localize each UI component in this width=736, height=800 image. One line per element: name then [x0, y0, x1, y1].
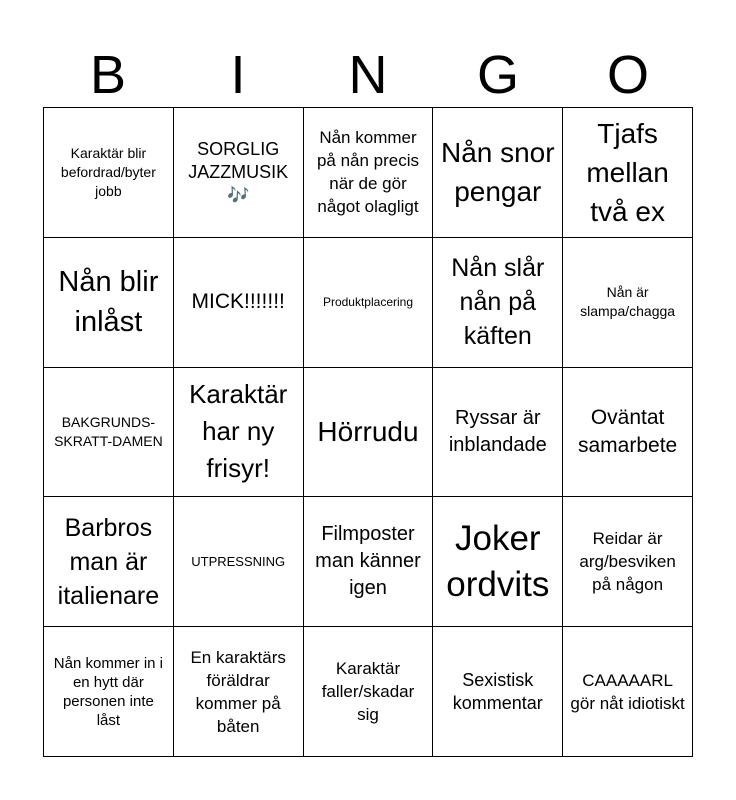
bingo-grid [43, 107, 693, 757]
bingo-cell[interactable] [44, 108, 174, 238]
cell-text: Nån snor pengar [440, 137, 555, 208]
bingo-cell[interactable] [44, 238, 174, 368]
bingo-cell[interactable] [563, 497, 693, 627]
bingo-cell[interactable] [304, 238, 434, 368]
bingo-cell[interactable] [174, 497, 304, 627]
cell-text: Nån kommer in i en hytt där personen inte låst [53, 654, 163, 729]
header-letter-i: I [230, 45, 246, 105]
bingo-cell[interactable] [174, 627, 304, 757]
bingo-cell[interactable] [304, 497, 434, 627]
cell-text: BAKGRUNDS-SKRATT-DAMEN [54, 413, 163, 449]
cell-text: Karaktär har ny frisyr! [189, 379, 288, 484]
bingo-cell[interactable] [304, 108, 434, 238]
cell-text: MICK!!!!!!! [191, 290, 285, 314]
cell-text: Nån blir inlåst [58, 266, 159, 339]
bingo-cell[interactable] [44, 627, 174, 757]
bingo-cell[interactable] [433, 238, 563, 368]
bingo-cell[interactable] [44, 368, 174, 498]
bingo-cell[interactable] [563, 108, 693, 238]
cell-text: Tjafs mellan två ex [586, 117, 669, 227]
bingo-cell[interactable] [563, 238, 693, 368]
bingo-cell[interactable] [174, 238, 304, 368]
cell-text: En karaktärs föräldrar kommer på båten [190, 647, 286, 736]
bingo-cell[interactable] [304, 627, 434, 757]
header-letter-o: O [606, 45, 649, 105]
cell-text: Barbros man är italienare [57, 513, 160, 610]
cell-text: UTPRESSNING [191, 553, 286, 569]
cell-text: Filmposter man känner igen [315, 523, 421, 600]
cell-text: Karaktär faller/skadar sig [321, 659, 415, 725]
cell-text: CAAAAARL gör nåt idiotiskt [570, 670, 685, 713]
bingo-cell[interactable] [174, 108, 304, 238]
header-letter-g: G [476, 45, 519, 105]
cell-text: Nån är slampa/chagga [580, 284, 676, 320]
cell-text: Karaktär blir befordrad/byter jobb [60, 144, 156, 199]
bingo-cell[interactable] [563, 627, 693, 757]
bingo-cell[interactable] [44, 497, 174, 627]
cell-text: Joker ordvits [446, 518, 550, 604]
bingo-cell[interactable] [304, 368, 434, 498]
cell-text: SORGLIG JAZZMUSIK 🎶 [188, 138, 289, 205]
header-letter-b: B [89, 45, 127, 105]
cell-text: Reidar är arg/besviken på någon [579, 529, 676, 595]
bingo-cell[interactable] [433, 368, 563, 498]
bingo-cell[interactable] [433, 497, 563, 627]
cell-text: Produktplacering [322, 295, 414, 310]
cell-text: Ryssar är inblandade [448, 406, 547, 456]
bingo-cell[interactable] [433, 108, 563, 238]
bingo-header [43, 44, 693, 106]
cell-text: Nån kommer på nån precis när de gör något olagligt [316, 128, 420, 217]
bingo-cell[interactable] [433, 627, 563, 757]
cell-text: Oväntat samarbete [577, 405, 678, 457]
bingo-cell[interactable] [563, 368, 693, 498]
header-letter-n: N [348, 45, 388, 105]
bingo-cell[interactable] [174, 368, 304, 498]
cell-text: Hörrudu [317, 416, 419, 448]
cell-text: Nån slår nån på käften [451, 254, 545, 351]
cell-text: Sexistisk kommentar [452, 669, 543, 713]
